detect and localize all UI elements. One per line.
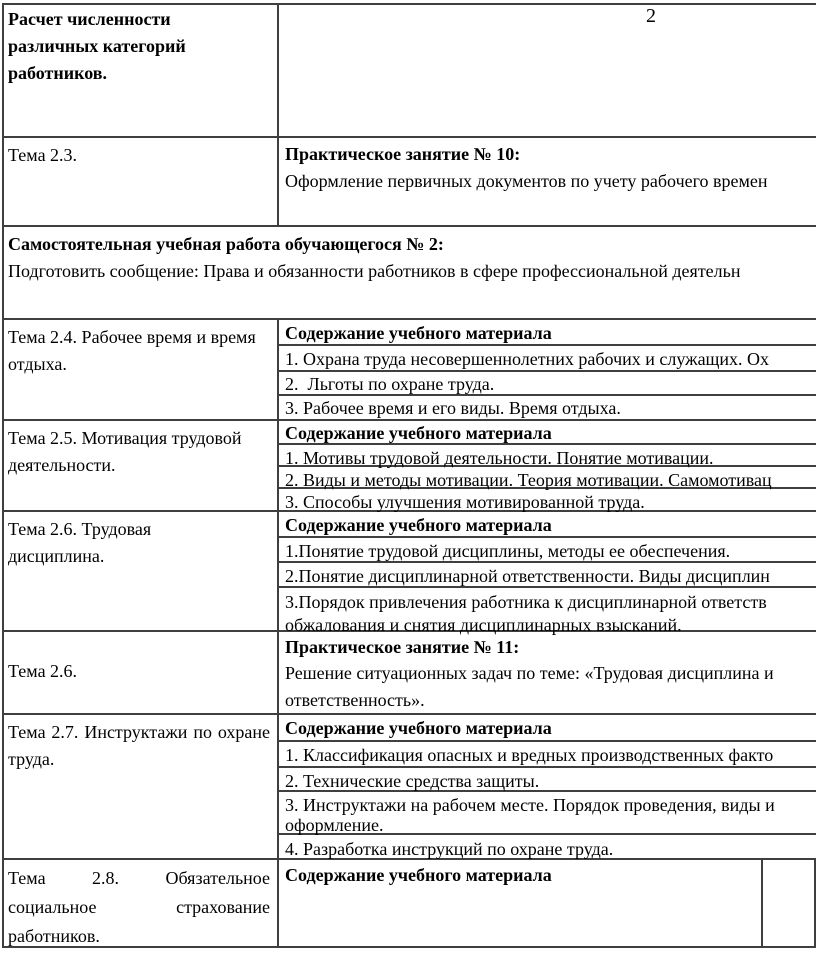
topic-cell-t26b: Тема 2.6. xyxy=(8,661,78,681)
content-item: 3. Рабочее время и его виды. Время отдыха. xyxy=(285,398,621,418)
content-item: 2. Технические средства защиты. xyxy=(285,771,540,791)
content-item: 1. Охрана труда несовершеннолетних рабочих и служащих. Ох xyxy=(285,349,770,369)
content-item: 1. Классификация опасных и вредных производственных факто xyxy=(285,745,774,765)
column-divider xyxy=(277,3,279,225)
content-header-t27: Содержание учебного материала xyxy=(285,718,552,738)
practical-body-10: Оформление первичных документов по учету рабочего времен xyxy=(285,171,768,191)
carryover-topic-cell: Расчет численности различных категорий работников. xyxy=(8,9,186,83)
hours-value: 2 xyxy=(646,5,656,27)
content-item: 2. Виды и методы мотивации. Теория мотивации. Самомотивац xyxy=(285,470,772,490)
practical-body-11-line1: Решение ситуационных задач по теме: «Трудовая дисциплина и xyxy=(285,663,774,683)
practical-body-11-line2: ответственность». xyxy=(285,690,425,710)
content-item: 3. Инструктажи на рабочем месте. Порядок проведения, виды и xyxy=(285,795,775,815)
content-item: 2. Льготы по охране труда. xyxy=(285,374,495,394)
content-item: 1. Мотивы трудовой деятельности. Понятие мотивации. xyxy=(285,448,714,468)
content-header-t25: Содержание учебного материала xyxy=(285,423,552,443)
content-item: 1.Понятие трудовой дисциплины, методы ее обеспечения. xyxy=(285,541,731,561)
content-header-t26: Содержание учебного материала xyxy=(285,515,552,535)
content-header-t24: Содержание учебного материала xyxy=(285,323,552,343)
practical-title-11: Практическое занятие № 11: xyxy=(285,637,520,657)
practical-title-10: Практическое занятие № 10: xyxy=(285,144,521,164)
divider xyxy=(2,225,816,227)
content-header-t28: Содержание учебного материала xyxy=(285,865,552,885)
topic-cell-t27: Тема 2.7. Инструктажи по охране труда. xyxy=(8,722,270,769)
divider xyxy=(2,136,816,138)
content-item: 3.Порядок привлечения работника к дисциплинарной ответств xyxy=(285,592,767,612)
content-item: 2.Понятие дисциплинарной ответственности. Виды дисциплин xyxy=(285,566,770,586)
table-left-border xyxy=(2,3,4,948)
content-item-continuation: обжалования и снятия дисциплинарных взысканий. xyxy=(285,615,682,635)
topic-cell-t26: Тема 2.6. Трудовая дисциплина. xyxy=(8,519,152,566)
content-item: 3. Способы улучшения мотивированной труда. xyxy=(285,492,645,512)
topic-cell-t23: Тема 2.3. xyxy=(8,145,78,165)
column-divider xyxy=(761,858,763,948)
column-divider xyxy=(277,318,279,948)
topic-cell-t25: Тема 2.5. Мотивация трудовой деятельности. xyxy=(8,428,242,475)
divider xyxy=(2,3,816,5)
selfwork-body: Подготовить сообщение: Права и обязанности работников в сфере профессиональной деятельн xyxy=(8,261,741,281)
content-item-continuation: оформление. xyxy=(285,815,384,835)
topic-cell-t24: Тема 2.4. Рабочее время и время отдыха. xyxy=(8,327,256,374)
selfwork-title: Самостоятельная учебная работа обучающегося № 2: xyxy=(8,234,444,254)
topic-cell-t28: Тема 2.8. Обязательное социальное страхование работников. xyxy=(8,868,270,946)
content-item: 4. Разработка инструкций по охране труда. xyxy=(285,839,614,859)
